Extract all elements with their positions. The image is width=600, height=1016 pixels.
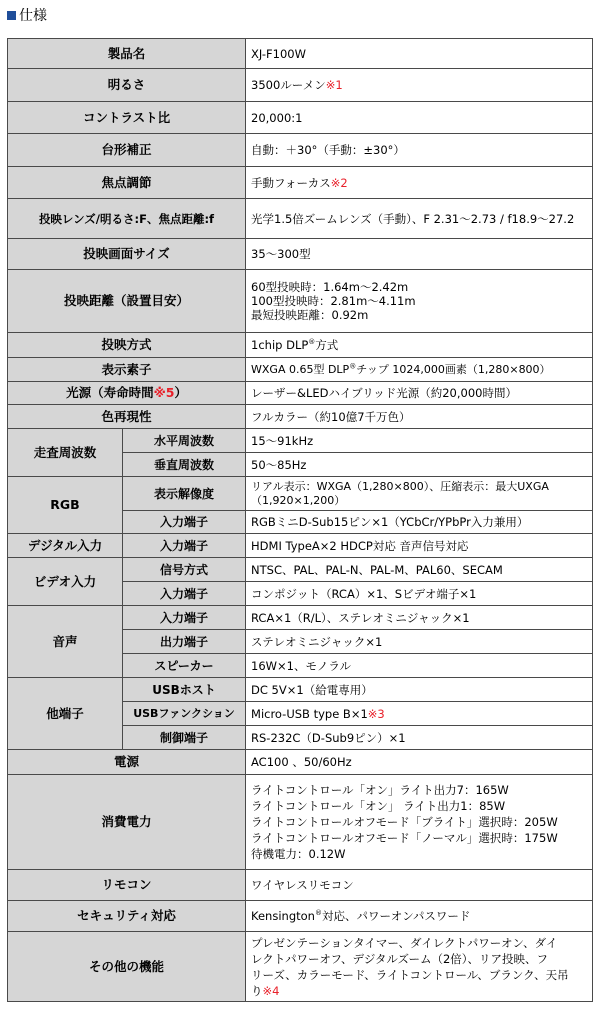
row-value: レーザー&LEDハイブリッド光源（約20,000時間） — [246, 382, 593, 405]
spec-row-contrast — [8, 102, 593, 134]
footnote-mark: ※4 — [262, 983, 280, 998]
value-line: ライトコントロール「オン」 ライト出力1：85W — [251, 799, 506, 813]
row-label — [8, 382, 246, 405]
value-text: Kensington — [251, 909, 315, 923]
row-label: 電源 — [8, 750, 246, 775]
value-line: 最短投映距離：0.92m — [251, 308, 369, 322]
sub-label: USBホスト — [123, 678, 246, 702]
spec-row-method — [8, 333, 593, 358]
row-label: 明るさ — [8, 69, 246, 102]
registered-mark: ® — [314, 909, 322, 918]
value-line: ライトコントロール「オン」ライト出力7：165W — [251, 783, 509, 797]
value-line: ライトコントロールオフモード「ノーマル」選択時：175W — [251, 831, 558, 845]
value-line: ライトコントロールオフモード「ブライト」選択時：205W — [251, 815, 558, 829]
group-label: デジタル入力 — [8, 534, 123, 558]
row-label: 投映レンズ/明るさ:F、焦点距離:f — [8, 199, 246, 239]
row-value — [246, 333, 593, 358]
sub-label: 入力端子 — [123, 534, 246, 558]
sub-label: 出力端子 — [123, 630, 246, 654]
row-value: ワイヤレスリモコン — [246, 870, 593, 901]
label-text: 光源（寿命時間 — [66, 385, 154, 400]
row-label: 投映方式 — [8, 333, 246, 358]
row-label: 製品名 — [8, 39, 246, 69]
footnote-mark: ※5 — [153, 385, 175, 400]
sub-label: 表示解像度 — [123, 477, 246, 511]
row-label: コントラスト比 — [8, 102, 246, 134]
row-label: セキュリティ対応 — [8, 901, 246, 932]
row-value: 光学1.5倍ズームレンズ（手動）、F 2.31～2.73 / f18.9～27.2 — [246, 199, 593, 239]
spec-row-model — [8, 39, 593, 69]
spec-row-audio-input — [8, 606, 593, 630]
row-value: RS-232C（D-Sub9ピン）×1 — [246, 726, 593, 750]
spec-table — [7, 38, 593, 1002]
row-value — [246, 270, 593, 333]
value-text: 対応、パワーオンパスワード — [321, 909, 471, 923]
spec-row-brightness — [8, 69, 593, 102]
value-line: リーズ、カラーモード、ライトコントロール、ブランク、天吊 — [251, 967, 569, 982]
row-value — [246, 167, 593, 199]
row-value: 20,000:1 — [246, 102, 593, 134]
square-bullet-icon — [7, 11, 16, 20]
value-text: Micro-USB type B×1 — [251, 706, 368, 721]
group-label: 走査周波数 — [8, 429, 123, 477]
row-value: HDMI TypeA×2 HDCP対応 音声信号対応 — [246, 534, 593, 558]
sub-label: スピーカー — [123, 654, 246, 678]
row-value — [246, 358, 593, 382]
value-text: チップ 1024,000画素（1,280×800） — [356, 362, 551, 376]
row-label: 表示素子 — [8, 358, 246, 382]
spec-row-focus — [8, 167, 593, 199]
row-value: 15～91kHz — [246, 429, 593, 453]
value-line: （1,920×1,200） — [251, 493, 346, 507]
value-line: 100型投映時：2.81m～4.11m — [251, 294, 416, 308]
row-value: XJ-F100W — [246, 39, 593, 69]
sub-label: 入力端子 — [123, 606, 246, 630]
label-text: ） — [174, 385, 187, 400]
spec-row-video-signal — [8, 558, 593, 582]
row-value — [246, 901, 593, 932]
value-text: 方式 — [315, 338, 339, 352]
row-label: 色再現性 — [8, 405, 246, 429]
spec-row-lens — [8, 199, 593, 239]
row-value: DC 5V×1（給電専用） — [246, 678, 593, 702]
row-value: 50～85Hz — [246, 453, 593, 477]
row-value: RGBミニD-Sub15ピン×1（YCbCr/YPbPr入力兼用） — [246, 511, 593, 534]
sub-label: 入力端子 — [123, 511, 246, 534]
sub-label: 制御端子 — [123, 726, 246, 750]
row-value: ステレオミニジャック×1 — [246, 630, 593, 654]
row-label: 消費電力 — [8, 775, 246, 870]
section-heading — [7, 4, 47, 26]
row-label: リモコン — [8, 870, 246, 901]
row-label: その他の機能 — [8, 932, 246, 1002]
section-heading-text: 仕様 — [19, 8, 47, 24]
group-label: 音声 — [8, 606, 123, 678]
spec-row-remote — [8, 870, 593, 901]
value-line — [251, 983, 587, 999]
value-line: レクトパワーオフ、デジタルズーム（2倍）、リア投映、フ — [251, 951, 549, 966]
row-value: 35～300型 — [246, 239, 593, 270]
row-value: コンポジット（RCA）×1、Sビデオ端子×1 — [246, 582, 593, 606]
row-value: AC100 、50/60Hz — [246, 750, 593, 775]
footnote-mark: ※1 — [325, 78, 343, 92]
spec-row-usb-host — [8, 678, 593, 702]
value-line: 60型投映時：1.64m～2.42m — [251, 280, 409, 294]
value-text: 3500ルーメン — [251, 78, 326, 92]
value-text: 1chip DLP — [251, 338, 309, 352]
registered-mark: ® — [308, 338, 316, 347]
registered-mark: ® — [349, 361, 357, 370]
group-label: ビデオ入力 — [8, 558, 123, 606]
spec-row-screen-size — [8, 239, 593, 270]
sub-label: 信号方式 — [123, 558, 246, 582]
spec-row-features — [8, 932, 593, 1002]
spec-row-digital-input — [8, 534, 593, 558]
spec-row-color — [8, 405, 593, 429]
value-text: り — [251, 983, 263, 998]
row-value: RCA×1（R/L）、ステレオミニジャック×1 — [246, 606, 593, 630]
spec-row-keystone — [8, 134, 593, 167]
spec-row-power — [8, 750, 593, 775]
sub-label: 垂直周波数 — [123, 453, 246, 477]
value-line: リアル表示：WXGA（1,280×800）、圧縮表示：最大UXGA — [251, 479, 549, 493]
spec-row-display — [8, 358, 593, 382]
row-value — [246, 932, 593, 1002]
value-line: プレゼンテーションタイマー、ダイレクトパワーオン、ダイ — [251, 935, 558, 950]
value-text: 手動フォーカス — [251, 175, 331, 190]
sub-label: 入力端子 — [123, 582, 246, 606]
group-label: 他端子 — [8, 678, 123, 750]
footnote-mark: ※2 — [330, 175, 348, 190]
row-value — [246, 775, 593, 870]
row-label: 投映画面サイズ — [8, 239, 246, 270]
value-line: 待機電力：0.12W — [251, 847, 346, 861]
row-label: 焦点調節 — [8, 167, 246, 199]
row-value: 16W×1、モノラル — [246, 654, 593, 678]
spec-row-rgb-resolution — [8, 477, 593, 511]
row-value: NTSC、PAL、PAL-N、PAL-M、PAL60、SECAM — [246, 558, 593, 582]
row-label: 投映距離（設置目安） — [8, 270, 246, 333]
spec-row-light — [8, 382, 593, 405]
row-value: フルカラー（約10億7千万色） — [246, 405, 593, 429]
row-value: 自動：＋30°（手動：±30°） — [246, 134, 593, 167]
sub-label: USBファンクション — [123, 702, 246, 726]
row-label: 台形補正 — [8, 134, 246, 167]
spec-row-consumption — [8, 775, 593, 870]
row-value — [246, 702, 593, 726]
footnote-mark: ※3 — [367, 706, 385, 721]
group-label: RGB — [8, 477, 123, 534]
row-value — [246, 69, 593, 102]
spec-row-security — [8, 901, 593, 932]
row-value — [246, 477, 593, 511]
value-text: WXGA 0.65型 DLP — [251, 362, 350, 376]
spec-row-scan-horizontal — [8, 429, 593, 453]
spec-row-distance — [8, 270, 593, 333]
sub-label: 水平周波数 — [123, 429, 246, 453]
